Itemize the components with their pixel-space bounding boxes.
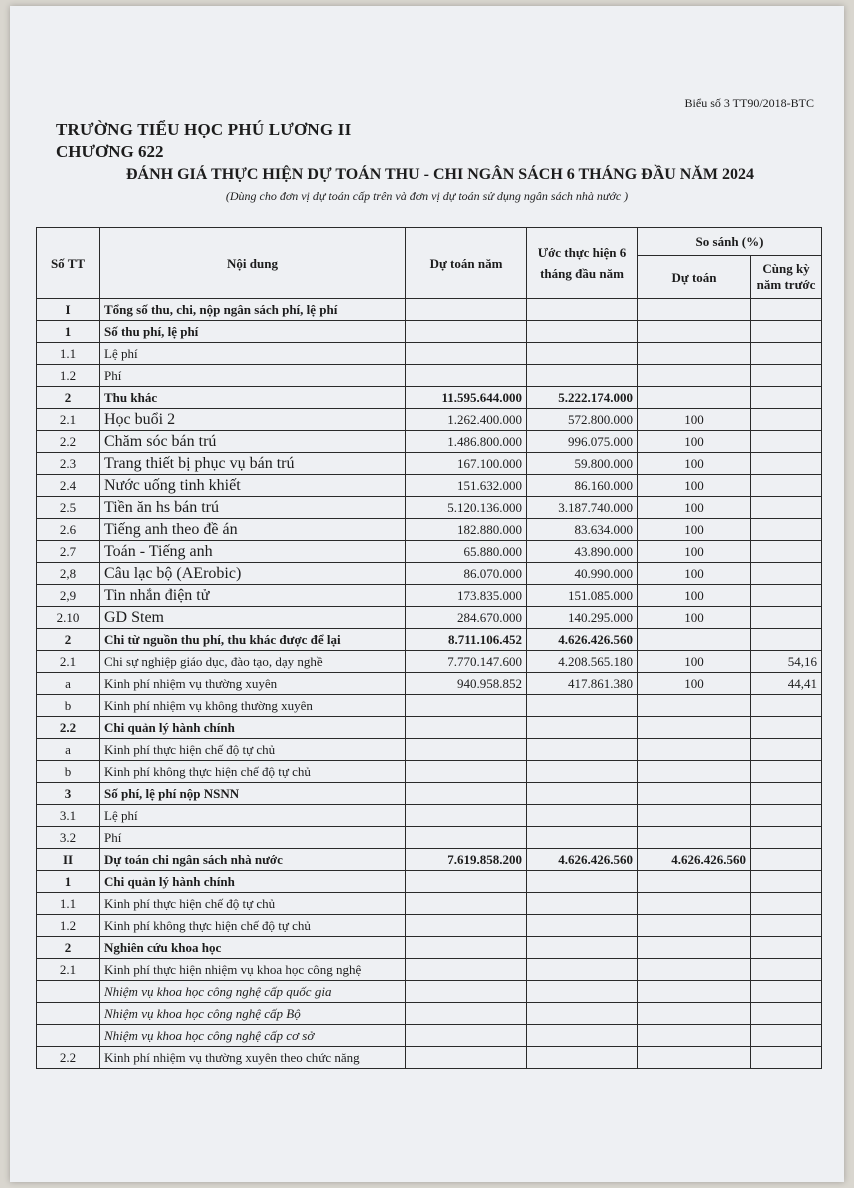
row-plan: 151.632.000 [406, 475, 527, 497]
row-estimate [527, 761, 638, 783]
row-vs-prev [751, 1003, 822, 1025]
row-vs-plan [638, 695, 751, 717]
row-plan: 86.070.000 [406, 563, 527, 585]
row-vs-prev [751, 695, 822, 717]
row-estimate: 4.626.426.560 [527, 849, 638, 871]
row-vs-plan: 100 [638, 431, 751, 453]
document-title: ĐÁNH GIÁ THỰC HIỆN DỰ TOÁN THU - CHI NGÂN SÁCH 6 THÁNG ĐẦU NĂM 2024 [125, 166, 755, 183]
table-row [37, 475, 822, 497]
table-row [37, 959, 822, 981]
row-estimate: 417.861.380 [527, 673, 638, 695]
table-row [37, 1025, 822, 1047]
row-plan: 7.770.147.600 [406, 651, 527, 673]
row-plan: 182.880.000 [406, 519, 527, 541]
row-content: Tổng số thu, chi, nộp ngân sách phí, lệ phí [100, 299, 406, 321]
row-content: Phí [100, 827, 406, 849]
row-content: Nước uống tinh khiết [100, 475, 406, 497]
row-vs-plan [638, 827, 751, 849]
row-plan [406, 299, 527, 321]
row-content: Chi quản lý hành chính [100, 871, 406, 893]
row-number: 2.10 [37, 607, 100, 629]
row-vs-prev: 44,41 [751, 673, 822, 695]
row-vs-plan [638, 343, 751, 365]
row-plan [406, 937, 527, 959]
row-vs-plan: 100 [638, 497, 751, 519]
row-number: 2.5 [37, 497, 100, 519]
row-vs-plan [638, 629, 751, 651]
header-stt: Số TT [37, 228, 100, 299]
table-row [37, 893, 822, 915]
table-row [37, 849, 822, 871]
row-vs-plan [638, 321, 751, 343]
row-content: Nghiên cứu khoa học [100, 937, 406, 959]
row-number: 2.6 [37, 519, 100, 541]
row-vs-prev [751, 629, 822, 651]
row-estimate: 86.160.000 [527, 475, 638, 497]
row-plan: 284.670.000 [406, 607, 527, 629]
row-content: Tiền ăn hs bán trú [100, 497, 406, 519]
header-plan: Dự toán năm [406, 228, 527, 299]
row-content: Số phí, lệ phí nộp NSNN [100, 783, 406, 805]
row-vs-plan [638, 1047, 751, 1069]
row-vs-prev [751, 827, 822, 849]
row-plan: 7.619.858.200 [406, 849, 527, 871]
row-estimate: 83.634.000 [527, 519, 638, 541]
row-plan: 167.100.000 [406, 453, 527, 475]
row-number: b [37, 695, 100, 717]
row-estimate [527, 739, 638, 761]
row-number: a [37, 673, 100, 695]
row-content: Phí [100, 365, 406, 387]
row-number: a [37, 739, 100, 761]
row-vs-prev [751, 343, 822, 365]
table-row [37, 365, 822, 387]
row-estimate: 5.222.174.000 [527, 387, 638, 409]
row-vs-plan [638, 893, 751, 915]
row-number: 2.4 [37, 475, 100, 497]
row-estimate: 43.890.000 [527, 541, 638, 563]
row-plan [406, 783, 527, 805]
row-plan [406, 1025, 527, 1047]
row-content: Kinh phí không thực hiện chế độ tự chủ [100, 915, 406, 937]
row-plan [406, 915, 527, 937]
table-row [37, 871, 822, 893]
row-content: Tiếng anh theo đề án [100, 519, 406, 541]
row-content: Kinh phí thực hiện nhiệm vụ khoa học công nghệ [100, 959, 406, 981]
row-vs-plan [638, 365, 751, 387]
row-number: 2,8 [37, 563, 100, 585]
table-body [37, 299, 822, 1069]
table-row [37, 629, 822, 651]
table-row [37, 321, 822, 343]
row-content: Toán - Tiếng anh [100, 541, 406, 563]
row-vs-plan [638, 1025, 751, 1047]
document-subtitle: (Dùng cho đơn vị dự toán cấp trên và đơn vị dự toán sử dụng ngân sách nhà nước ) [225, 189, 629, 203]
row-vs-plan: 100 [638, 519, 751, 541]
table-row [37, 739, 822, 761]
row-vs-prev [751, 915, 822, 937]
row-estimate [527, 321, 638, 343]
row-vs-prev [751, 937, 822, 959]
table-row [37, 827, 822, 849]
row-number: 1.2 [37, 915, 100, 937]
table-row [37, 453, 822, 475]
row-number: 1 [37, 321, 100, 343]
row-vs-prev [751, 563, 822, 585]
row-content: Chi sự nghiệp giáo dục, đào tạo, dạy nghề [100, 651, 406, 673]
row-estimate: 996.075.000 [527, 431, 638, 453]
row-estimate: 572.800.000 [527, 409, 638, 431]
row-estimate: 151.085.000 [527, 585, 638, 607]
row-plan [406, 893, 527, 915]
row-content: Số thu phí, lệ phí [100, 321, 406, 343]
row-plan [406, 981, 527, 1003]
row-content: Chi quản lý hành chính [100, 717, 406, 739]
row-plan [406, 959, 527, 981]
row-vs-prev: 54,16 [751, 651, 822, 673]
table-row [37, 607, 822, 629]
row-vs-plan [638, 959, 751, 981]
row-vs-plan [638, 915, 751, 937]
row-vs-plan: 100 [638, 541, 751, 563]
row-plan [406, 761, 527, 783]
row-content: Chăm sóc bán trú [100, 431, 406, 453]
row-content: Trang thiết bị phục vụ bán trú [100, 453, 406, 475]
row-estimate [527, 937, 638, 959]
row-vs-plan: 100 [638, 409, 751, 431]
row-estimate [527, 343, 638, 365]
header-vs-prev: Cùng kỳ năm trước [751, 256, 822, 299]
table-row [37, 1003, 822, 1025]
row-vs-prev [751, 959, 822, 981]
table-row [37, 563, 822, 585]
table-row [37, 915, 822, 937]
row-vs-prev [751, 453, 822, 475]
row-content: Nhiệm vụ khoa học công nghệ cấp Bộ [100, 1003, 406, 1025]
row-content: Kinh phí nhiệm vụ thường xuyên [100, 673, 406, 695]
header-vs-plan: Dự toán [638, 256, 751, 299]
table-row [37, 541, 822, 563]
row-vs-plan [638, 783, 751, 805]
row-vs-prev [751, 761, 822, 783]
row-plan: 173.835.000 [406, 585, 527, 607]
row-vs-prev [751, 783, 822, 805]
row-estimate [527, 1003, 638, 1025]
row-vs-prev [751, 409, 822, 431]
row-plan: 5.120.136.000 [406, 497, 527, 519]
row-vs-prev [751, 497, 822, 519]
row-vs-prev [751, 299, 822, 321]
row-plan [406, 827, 527, 849]
row-vs-plan: 100 [638, 607, 751, 629]
row-vs-prev [751, 519, 822, 541]
school-name: TRƯỜNG TIỂU HỌC PHÚ LƯƠNG II [56, 120, 352, 139]
row-content: Tin nhắn điện tử [100, 585, 406, 607]
row-estimate [527, 717, 638, 739]
row-number: 2.7 [37, 541, 100, 563]
form-code: Biểu số 3 TT90/2018-BTC [684, 96, 814, 110]
table-row [37, 585, 822, 607]
row-estimate [527, 805, 638, 827]
row-content: Kinh phí nhiệm vụ thường xuyên theo chức năng [100, 1047, 406, 1069]
row-estimate: 40.990.000 [527, 563, 638, 585]
row-content: Kinh phí nhiệm vụ không thường xuyên [100, 695, 406, 717]
budget-table [36, 227, 822, 1069]
row-number: 2.2 [37, 431, 100, 453]
row-number: 2.1 [37, 651, 100, 673]
row-vs-prev [751, 849, 822, 871]
row-plan [406, 805, 527, 827]
table-row [37, 497, 822, 519]
row-vs-prev [751, 475, 822, 497]
row-estimate: 4.208.565.180 [527, 651, 638, 673]
row-plan [406, 717, 527, 739]
chapter-label: CHƯƠNG 622 [56, 142, 164, 161]
row-estimate [527, 1047, 638, 1069]
row-number: 1 [37, 871, 100, 893]
row-vs-prev [751, 717, 822, 739]
row-content: Kinh phí thực hiện chế độ tự chủ [100, 893, 406, 915]
row-number: 2 [37, 387, 100, 409]
row-estimate [527, 827, 638, 849]
row-content: Kinh phí không thực hiện chế độ tự chủ [100, 761, 406, 783]
row-vs-prev [751, 739, 822, 761]
row-number [37, 1003, 100, 1025]
row-number: 2.3 [37, 453, 100, 475]
row-vs-prev [751, 585, 822, 607]
row-number [37, 1025, 100, 1047]
row-number [37, 981, 100, 1003]
row-number: 2.1 [37, 959, 100, 981]
row-content: Nhiệm vụ khoa học công nghệ cấp cơ sở [100, 1025, 406, 1047]
row-plan: 940.958.852 [406, 673, 527, 695]
row-content: GD Stem [100, 607, 406, 629]
row-estimate [527, 783, 638, 805]
row-number: 2 [37, 937, 100, 959]
row-vs-plan [638, 805, 751, 827]
header-compare: So sánh (%) [638, 228, 822, 256]
row-number: 2,9 [37, 585, 100, 607]
row-plan [406, 739, 527, 761]
row-number: 3.1 [37, 805, 100, 827]
table-row [37, 695, 822, 717]
table-row [37, 431, 822, 453]
row-vs-plan [638, 717, 751, 739]
row-vs-prev [751, 805, 822, 827]
row-content: Chi từ nguồn thu phí, thu khác được để lại [100, 629, 406, 651]
row-vs-prev [751, 387, 822, 409]
row-vs-prev [751, 981, 822, 1003]
row-estimate: 140.295.000 [527, 607, 638, 629]
table-row [37, 519, 822, 541]
row-content: Lệ phí [100, 343, 406, 365]
row-vs-plan: 100 [638, 563, 751, 585]
row-content: Nhiệm vụ khoa học công nghệ cấp quốc gia [100, 981, 406, 1003]
row-estimate [527, 871, 638, 893]
table-row [37, 651, 822, 673]
row-plan: 8.711.106.452 [406, 629, 527, 651]
row-estimate [527, 1025, 638, 1047]
row-vs-plan [638, 871, 751, 893]
row-vs-plan [638, 739, 751, 761]
row-vs-prev [751, 431, 822, 453]
row-estimate [527, 959, 638, 981]
row-estimate [527, 915, 638, 937]
row-vs-plan: 100 [638, 475, 751, 497]
row-vs-prev [751, 893, 822, 915]
row-vs-plan: 100 [638, 453, 751, 475]
table-row [37, 673, 822, 695]
row-vs-plan: 100 [638, 651, 751, 673]
table-row [37, 761, 822, 783]
row-estimate: 3.187.740.000 [527, 497, 638, 519]
row-estimate [527, 299, 638, 321]
row-content: Dự toán chi ngân sách nhà nước [100, 849, 406, 871]
row-number: 3 [37, 783, 100, 805]
row-estimate: 59.800.000 [527, 453, 638, 475]
row-plan: 1.262.400.000 [406, 409, 527, 431]
row-number: 1.2 [37, 365, 100, 387]
table-row [37, 387, 822, 409]
row-estimate [527, 695, 638, 717]
table-row [37, 805, 822, 827]
row-number: I [37, 299, 100, 321]
row-plan [406, 343, 527, 365]
table-row [37, 343, 822, 365]
row-estimate [527, 981, 638, 1003]
row-vs-plan [638, 761, 751, 783]
row-plan [406, 365, 527, 387]
row-plan [406, 1047, 527, 1069]
row-vs-prev [751, 541, 822, 563]
row-number: 2.2 [37, 717, 100, 739]
row-number: II [37, 849, 100, 871]
row-number: b [37, 761, 100, 783]
row-plan: 11.595.644.000 [406, 387, 527, 409]
row-content: Câu lạc bộ (AErobic) [100, 563, 406, 585]
row-vs-plan [638, 1003, 751, 1025]
row-vs-prev [751, 871, 822, 893]
header-content: Nội dung [100, 228, 406, 299]
row-number: 1.1 [37, 343, 100, 365]
row-plan [406, 321, 527, 343]
row-vs-prev [751, 365, 822, 387]
row-plan [406, 1003, 527, 1025]
table-row [37, 783, 822, 805]
row-estimate [527, 365, 638, 387]
row-vs-prev [751, 1047, 822, 1069]
row-estimate [527, 893, 638, 915]
row-vs-plan: 100 [638, 585, 751, 607]
row-vs-plan [638, 387, 751, 409]
row-number: 2.1 [37, 409, 100, 431]
row-content: Kinh phí thực hiện chế độ tự chủ [100, 739, 406, 761]
row-plan [406, 871, 527, 893]
row-vs-prev [751, 321, 822, 343]
row-vs-plan [638, 937, 751, 959]
row-vs-prev [751, 1025, 822, 1047]
row-vs-plan: 100 [638, 673, 751, 695]
table-row [37, 717, 822, 739]
table-row [37, 1047, 822, 1069]
row-vs-plan [638, 981, 751, 1003]
header-estimate: Ước thực hiện 6 tháng đầu năm [527, 228, 638, 299]
row-plan [406, 695, 527, 717]
row-number: 2.2 [37, 1047, 100, 1069]
row-plan: 1.486.800.000 [406, 431, 527, 453]
row-number: 3.2 [37, 827, 100, 849]
table-row [37, 409, 822, 431]
table-row [37, 937, 822, 959]
row-vs-prev [751, 607, 822, 629]
table-row [37, 981, 822, 1003]
row-number: 1.1 [37, 893, 100, 915]
row-estimate: 4.626.426.560 [527, 629, 638, 651]
table-row [37, 299, 822, 321]
row-number: 2 [37, 629, 100, 651]
row-vs-plan: 4.626.426.560 [638, 849, 751, 871]
row-content: Lệ phí [100, 805, 406, 827]
row-plan: 65.880.000 [406, 541, 527, 563]
row-vs-plan [638, 299, 751, 321]
row-content: Thu khác [100, 387, 406, 409]
row-content: Học buổi 2 [100, 409, 406, 431]
